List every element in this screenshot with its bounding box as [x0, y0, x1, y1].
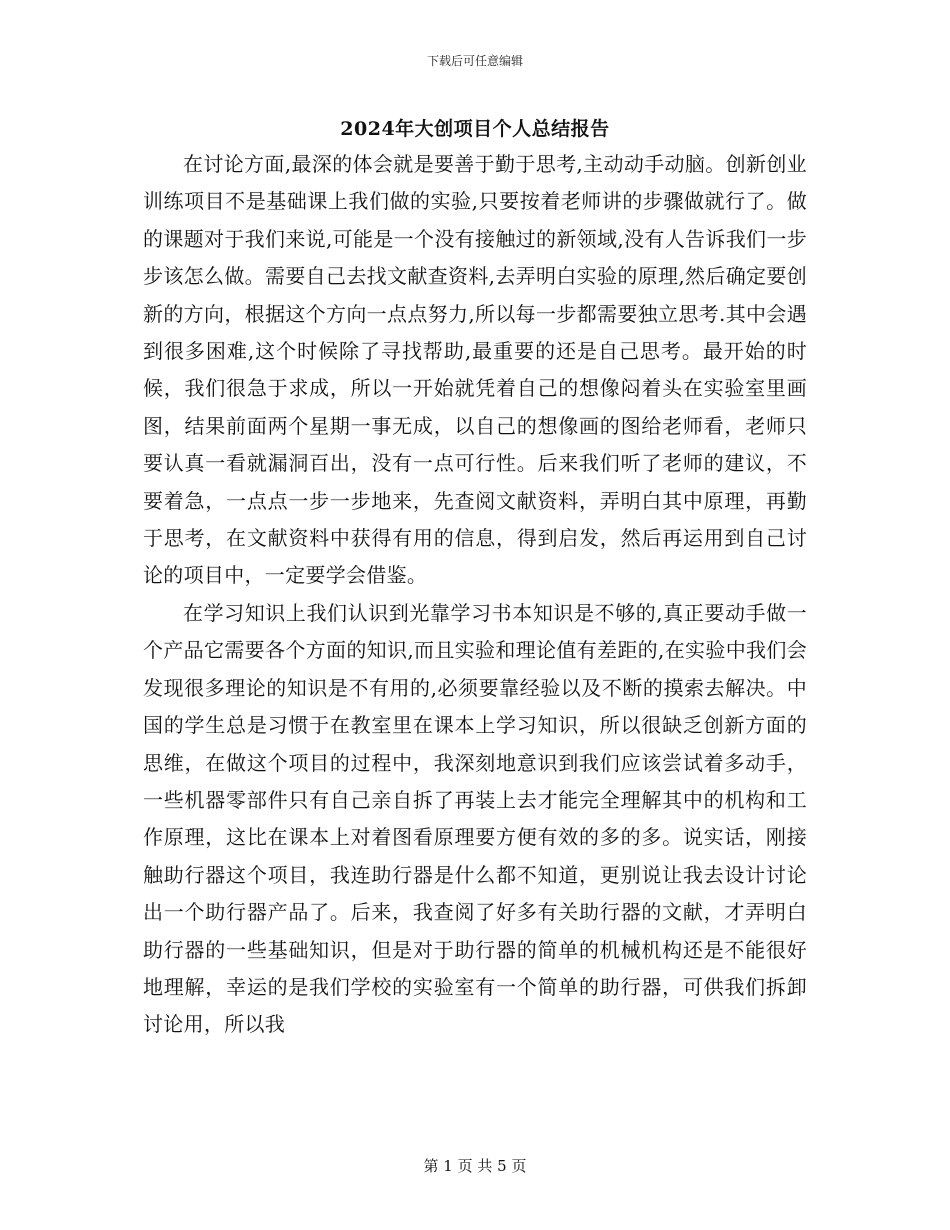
header-note: 下载后可任意编辑 — [426, 54, 523, 68]
document-body — [143, 146, 807, 1044]
document-title: 2024年大创项目个人总结报告 — [340, 118, 610, 140]
paragraph-learning: 在学习知识上我们认识到光靠学习书本知识是不够的,真正要动手做一个产品它需要各个方面的知识,而且实验和理论值有差距的,在实验中我们会发现很多理论的知识是不有用的,必须要靠经验以及不断的摸索去解决。中国的学生总是习惯于在教室里在课本上学习知识，所以很缺乏创新方面的思维，在做这个项目的过程中，我深刻地意识到我们应该尝试着多动手，一些机器零部件只有自己亲自拆了再装上去才能完全理解其中的机构和工作原理，这比在课本上对着图看原理要方便有效的多的多。说实话，刚接触助行器这个项目，我连助行器是什么都不知道，更别说让我去设计讨论出一个助行器产品了。后来，我查阅了好多有关助行器的文献，才弄明白助行器的一些基础知识，但是对于助行器的简单的机械机构还是不能很好地理解，幸运的是我们学校的实验室有一个简单的助行器，可供我们拆卸讨论用，所以我 — [143, 600, 807, 1037]
page-number: 第 1 页 共 5 页 — [423, 1157, 527, 1175]
paragraph-discussion: 在讨论方面,最深的体会就是要善于勤于思考,主动动手动脑。创新创业训练项目不是基础课上我们做的实验,只要按着老师讲的步骤做就行了。做的课题对于我们来说,可能是一个没有接触过的新领域,没有人告诉我们一步步该怎么做。需要自己去找文献查资料,去弄明白实验的原理,然后确定要创新的方向，根据这个方向一点点努力,所以每一步都需要独立思考.其中会遇到很多困难,这个时候除了寻找帮助,最重要的还是自己思考。最开始的时候，我们很急于求成，所以一开始就凭着自己的想像闷着头在实验室里画图，结果前面两个星期一事无成，以自己的想像画的图给老师看，老师只要认真一看就漏洞百出，没有一点可行性。后来我们听了老师的建议，不要着急，一点点一步一步地来，先查阅文献资料，弄明白其中原理，再勤于思考，在文献资料中获得有用的信息，得到启发，然后再运用到自己讨论的项目中，一定要学会借鉴。 — [143, 152, 807, 588]
